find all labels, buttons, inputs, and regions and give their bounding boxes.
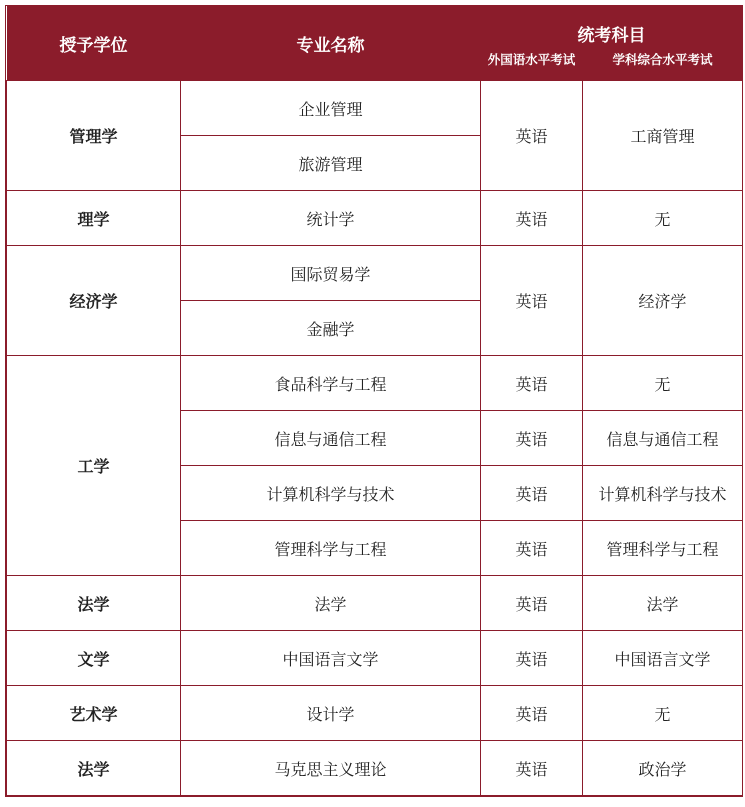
language-cell: 英语 bbox=[481, 521, 583, 576]
language-cell: 英语 bbox=[481, 191, 583, 246]
header-degree: 授予学位 bbox=[7, 6, 181, 81]
subject-cell: 无 bbox=[583, 686, 743, 741]
major-cell: 设计学 bbox=[181, 686, 481, 741]
subject-cell: 信息与通信工程 bbox=[583, 411, 743, 466]
language-cell: 英语 bbox=[481, 81, 583, 191]
degree-cell: 文学 bbox=[7, 631, 181, 686]
exam-subjects-table bbox=[6, 6, 743, 796]
major-cell: 管理科学与工程 bbox=[181, 521, 481, 576]
language-cell: 英语 bbox=[481, 741, 583, 796]
exam-subjects-table-frame bbox=[5, 5, 743, 797]
subject-cell: 无 bbox=[583, 191, 743, 246]
table-body bbox=[7, 81, 743, 796]
degree-cell: 工学 bbox=[7, 356, 181, 576]
table-row bbox=[7, 576, 743, 631]
degree-cell: 艺术学 bbox=[7, 686, 181, 741]
major-cell: 食品科学与工程 bbox=[181, 356, 481, 411]
major-cell: 中国语言文学 bbox=[181, 631, 481, 686]
header-comprehensive: 学科综合水平考试 bbox=[583, 48, 743, 81]
major-cell: 国际贸易学 bbox=[181, 246, 481, 301]
subject-cell: 法学 bbox=[583, 576, 743, 631]
subject-cell: 管理科学与工程 bbox=[583, 521, 743, 576]
major-cell: 金融学 bbox=[181, 301, 481, 356]
table-row bbox=[7, 191, 743, 246]
subject-cell: 无 bbox=[583, 356, 743, 411]
table-row bbox=[7, 741, 743, 796]
table-row bbox=[7, 81, 743, 136]
language-cell: 英语 bbox=[481, 631, 583, 686]
subject-cell: 中国语言文学 bbox=[583, 631, 743, 686]
table-row bbox=[7, 246, 743, 301]
header-foreign-language: 外国语水平考试 bbox=[481, 48, 583, 81]
major-cell: 旅游管理 bbox=[181, 136, 481, 191]
language-cell: 英语 bbox=[481, 466, 583, 521]
table-row bbox=[7, 686, 743, 741]
language-cell: 英语 bbox=[481, 576, 583, 631]
degree-cell: 法学 bbox=[7, 741, 181, 796]
header-major: 专业名称 bbox=[181, 6, 481, 81]
degree-cell: 理学 bbox=[7, 191, 181, 246]
subject-cell: 政治学 bbox=[583, 741, 743, 796]
major-cell: 马克思主义理论 bbox=[181, 741, 481, 796]
degree-cell: 管理学 bbox=[7, 81, 181, 191]
table-row bbox=[7, 631, 743, 686]
language-cell: 英语 bbox=[481, 246, 583, 356]
major-cell: 信息与通信工程 bbox=[181, 411, 481, 466]
subject-cell: 工商管理 bbox=[583, 81, 743, 191]
major-cell: 企业管理 bbox=[181, 81, 481, 136]
table-header bbox=[7, 6, 743, 81]
major-cell: 计算机科学与技术 bbox=[181, 466, 481, 521]
language-cell: 英语 bbox=[481, 356, 583, 411]
language-cell: 英语 bbox=[481, 686, 583, 741]
language-cell: 英语 bbox=[481, 411, 583, 466]
degree-cell: 法学 bbox=[7, 576, 181, 631]
degree-cell: 经济学 bbox=[7, 246, 181, 356]
subject-cell: 计算机科学与技术 bbox=[583, 466, 743, 521]
subject-cell: 经济学 bbox=[583, 246, 743, 356]
major-cell: 统计学 bbox=[181, 191, 481, 246]
table-row bbox=[7, 356, 743, 411]
major-cell: 法学 bbox=[181, 576, 481, 631]
header-exam-subjects: 统考科目 bbox=[481, 6, 743, 48]
